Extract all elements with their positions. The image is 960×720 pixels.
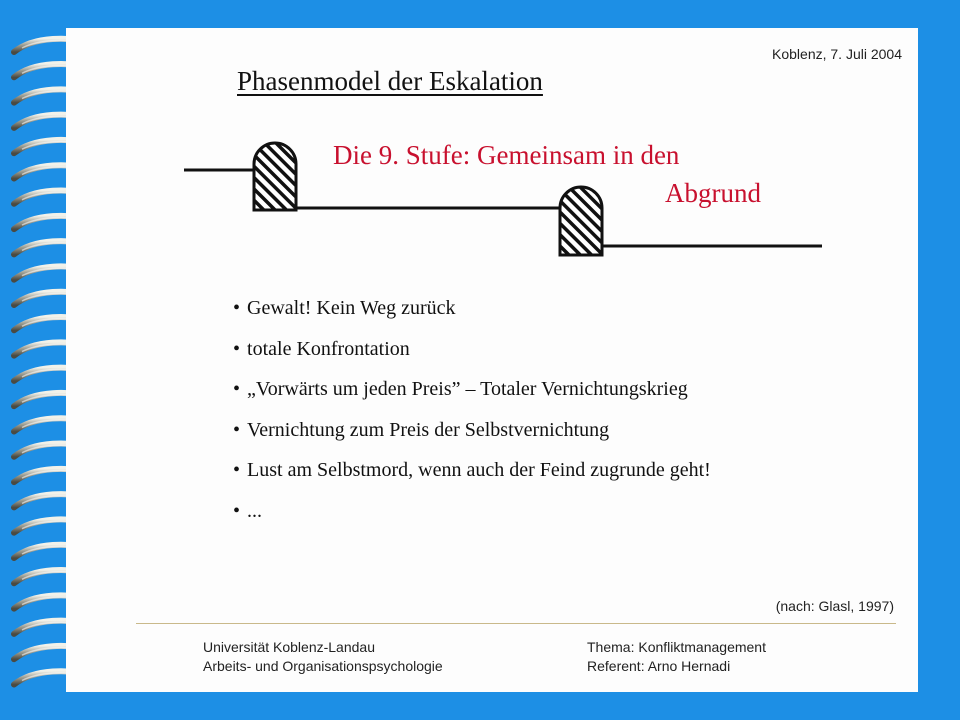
bullet-item: • ... xyxy=(233,495,711,536)
bullet-item: • totale Konfrontation xyxy=(233,333,711,374)
stage-title-line2: Abgrund xyxy=(665,178,761,208)
step-post-right xyxy=(560,187,602,255)
step-post-left xyxy=(254,143,296,210)
bullet-item: • Vernichtung zum Preis der Selbstvernichtung xyxy=(233,414,711,455)
date-label: Koblenz, 7. Juli 2004 xyxy=(772,46,902,62)
bullet-list xyxy=(233,292,711,535)
footer-divider xyxy=(136,623,896,624)
bullet-item: • Gewalt! Kein Weg zurück xyxy=(233,292,711,333)
source-citation: (nach: Glasl, 1997) xyxy=(775,598,894,614)
footer-speaker: Referent: Arno Hernadi xyxy=(587,658,731,674)
footer-institution xyxy=(203,638,443,676)
footer-topic xyxy=(587,638,766,676)
escalation-step-diagram xyxy=(180,140,830,270)
bullet-item: • Lust am Selbstmord, wenn auch der Feind zugrunde geht! xyxy=(233,454,711,495)
stage-title-line1: Die 9. Stufe: Gemeinsam in den xyxy=(333,140,680,170)
footer-theme: Thema: Konfliktmanagement xyxy=(587,639,766,655)
footer-university: Universität Koblenz-Landau xyxy=(203,639,375,655)
bullet-item: • „Vorwärts um jeden Preis” – Totaler Vernichtungskrieg xyxy=(233,373,711,414)
footer-department: Arbeits- und Organisationspsychologie xyxy=(203,658,443,674)
page-title: Phasenmodel der Eskalation xyxy=(237,66,543,96)
